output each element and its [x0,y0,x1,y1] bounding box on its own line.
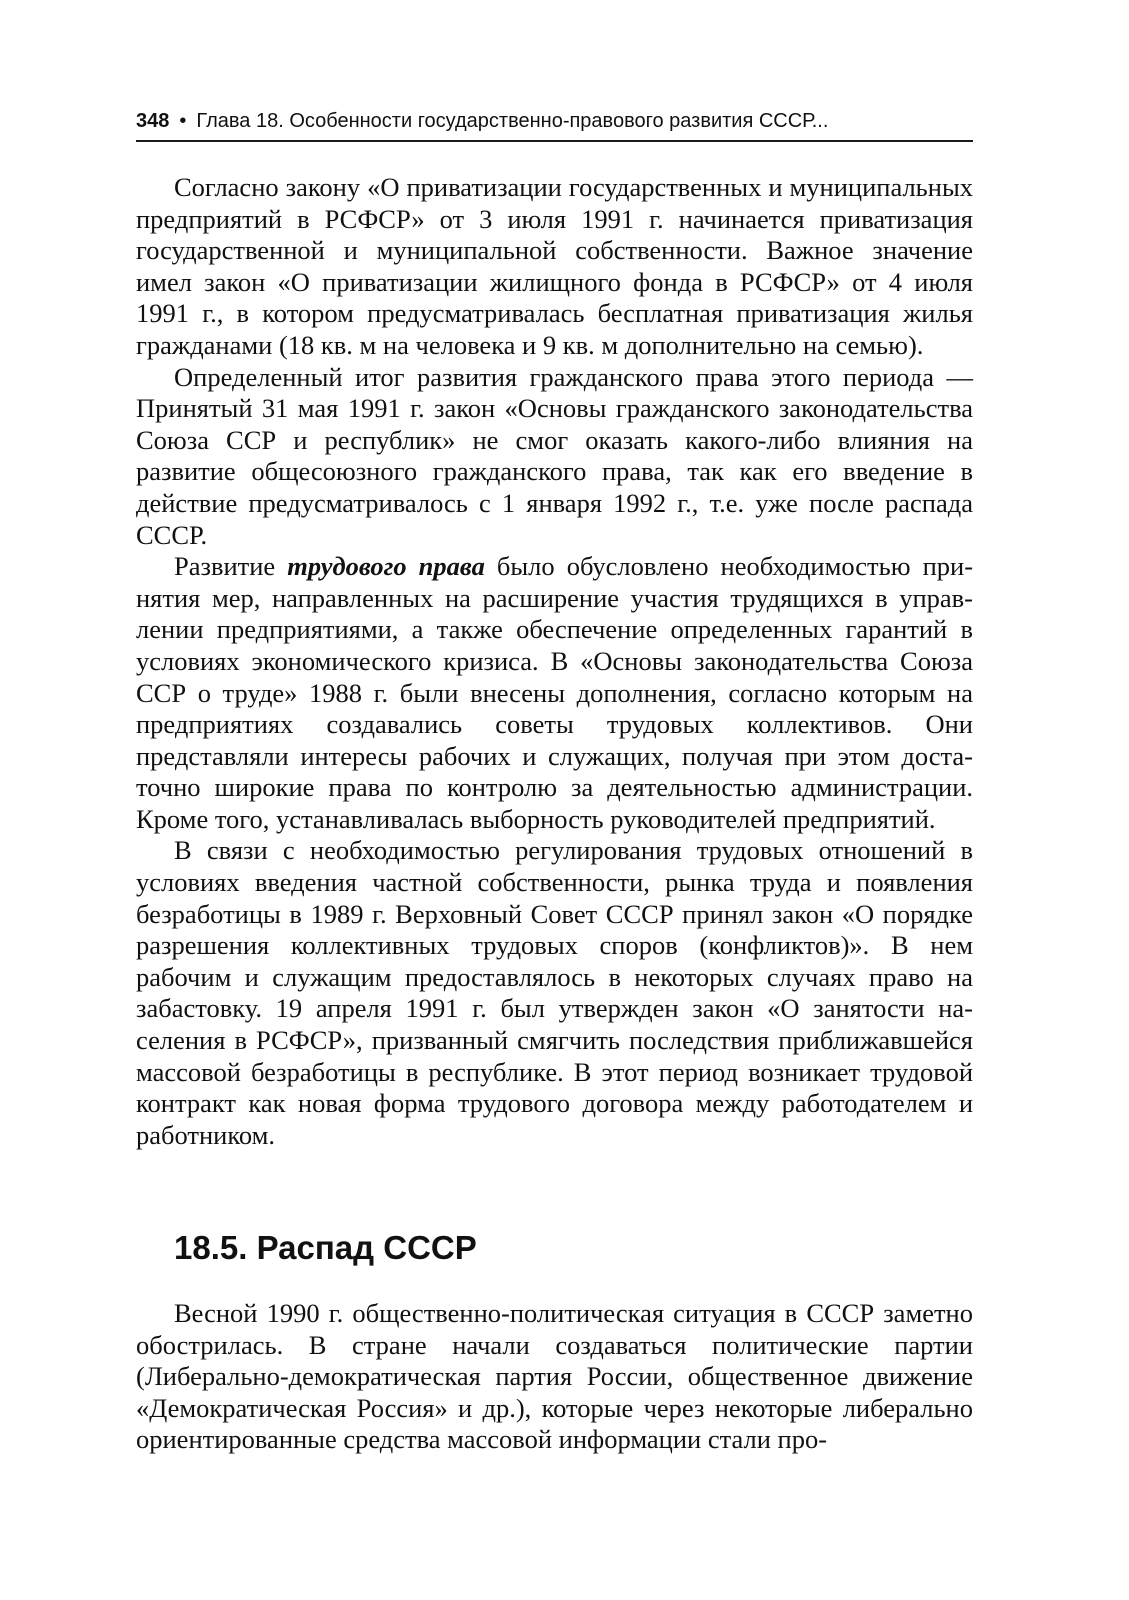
paragraph-labor-law-rest: было обусловлено необходимостью принятия мер, направленных на расширение участия трудящихся в управлении предприятиями, а также обеспечение определенных гарантий в условиях экономического кризиса. В «Основы законодательства Союза ССР о труде» 1988 г. были внесены дополнения, согласно которым на предприятиях создавались советы трудовых коллективов. Они представляли интересы рабочих и служащих, получая при этом достаточно широкие права по контролю за деятельностью администрации. Кроме того, устанавливалась выборность руководителей предприятий. [136,551,974,834]
paragraph-spring-1990: Весной 1990 г. общественно-политическая ситуация в СССР заметно обострилась. В стране начали создаваться политические партии (Либерально-демократическая партия России, общественное движение «Демократическая Россия» и др.), которые через некоторые либерально ориентированные средства массовой информации стали про- [136,1298,973,1455]
paragraph-privatization: Согласно закону «О приватизации государственных и муниципальных предприятий в РСФСР» от 3 июля 1991 г. начинается приватизация государственной и муниципальной собственности. Важное значение имел закон «О приватизации жилищного фонда в РСФСР» от 4 июля 1991 г., в котором предусматривалась бесплатная приватизация жилья гражданами (18 кв. м на человека и 9 кв. м дополнительно на семью). [136,172,973,360]
paragraph-labor-relations: В связи с необходимостью регулирования трудовых отношений в условиях введения частной собственности, рынка труда и появления безработицы в 1989 г. Верховный Совет СССР принял закон «О порядке разрешения коллективных трудовых споров (конфликтов)». В нем рабочим и служащим предоставлялось в некоторых случаях право на забастовку. 19 апреля 1991 г. был утвержден закон «О занятости населения в РСФСР», призванный смягчить последствия приближавшейся массовой безработицы в республике. В этот период возникает трудовой контракт как новая форма трудового договора между работодателем и работником. [136,835,973,1150]
running-header [136,106,973,142]
body-text [136,172,973,1151]
section-heading: 18.5. Распад СССР [174,1229,477,1266]
chapter-title: Глава 18. Особенности государственно-правового развития СССР... [196,110,829,132]
page-number: 348 [136,110,170,132]
paragraph-labor-law [136,551,973,835]
paragraph-labor-law-intro: Развитие [174,551,288,582]
paragraph-civil-law: Определенный итог развития гражданского права этого периода — Принятый 31 мая 1991 г. закон «Основы гражданского законодательства Союза ССР и республик» не смог оказать какого-либо влияния на развитие общесоюзного гражданского права, так как его введение в действие предусматривалось с 1 января 1992 г., т.е. уже после распада СССР. [136,361,973,550]
section-body-text [136,1298,973,1456]
header-separator: • [179,110,187,132]
emphasized-term: трудового права [287,551,485,582]
